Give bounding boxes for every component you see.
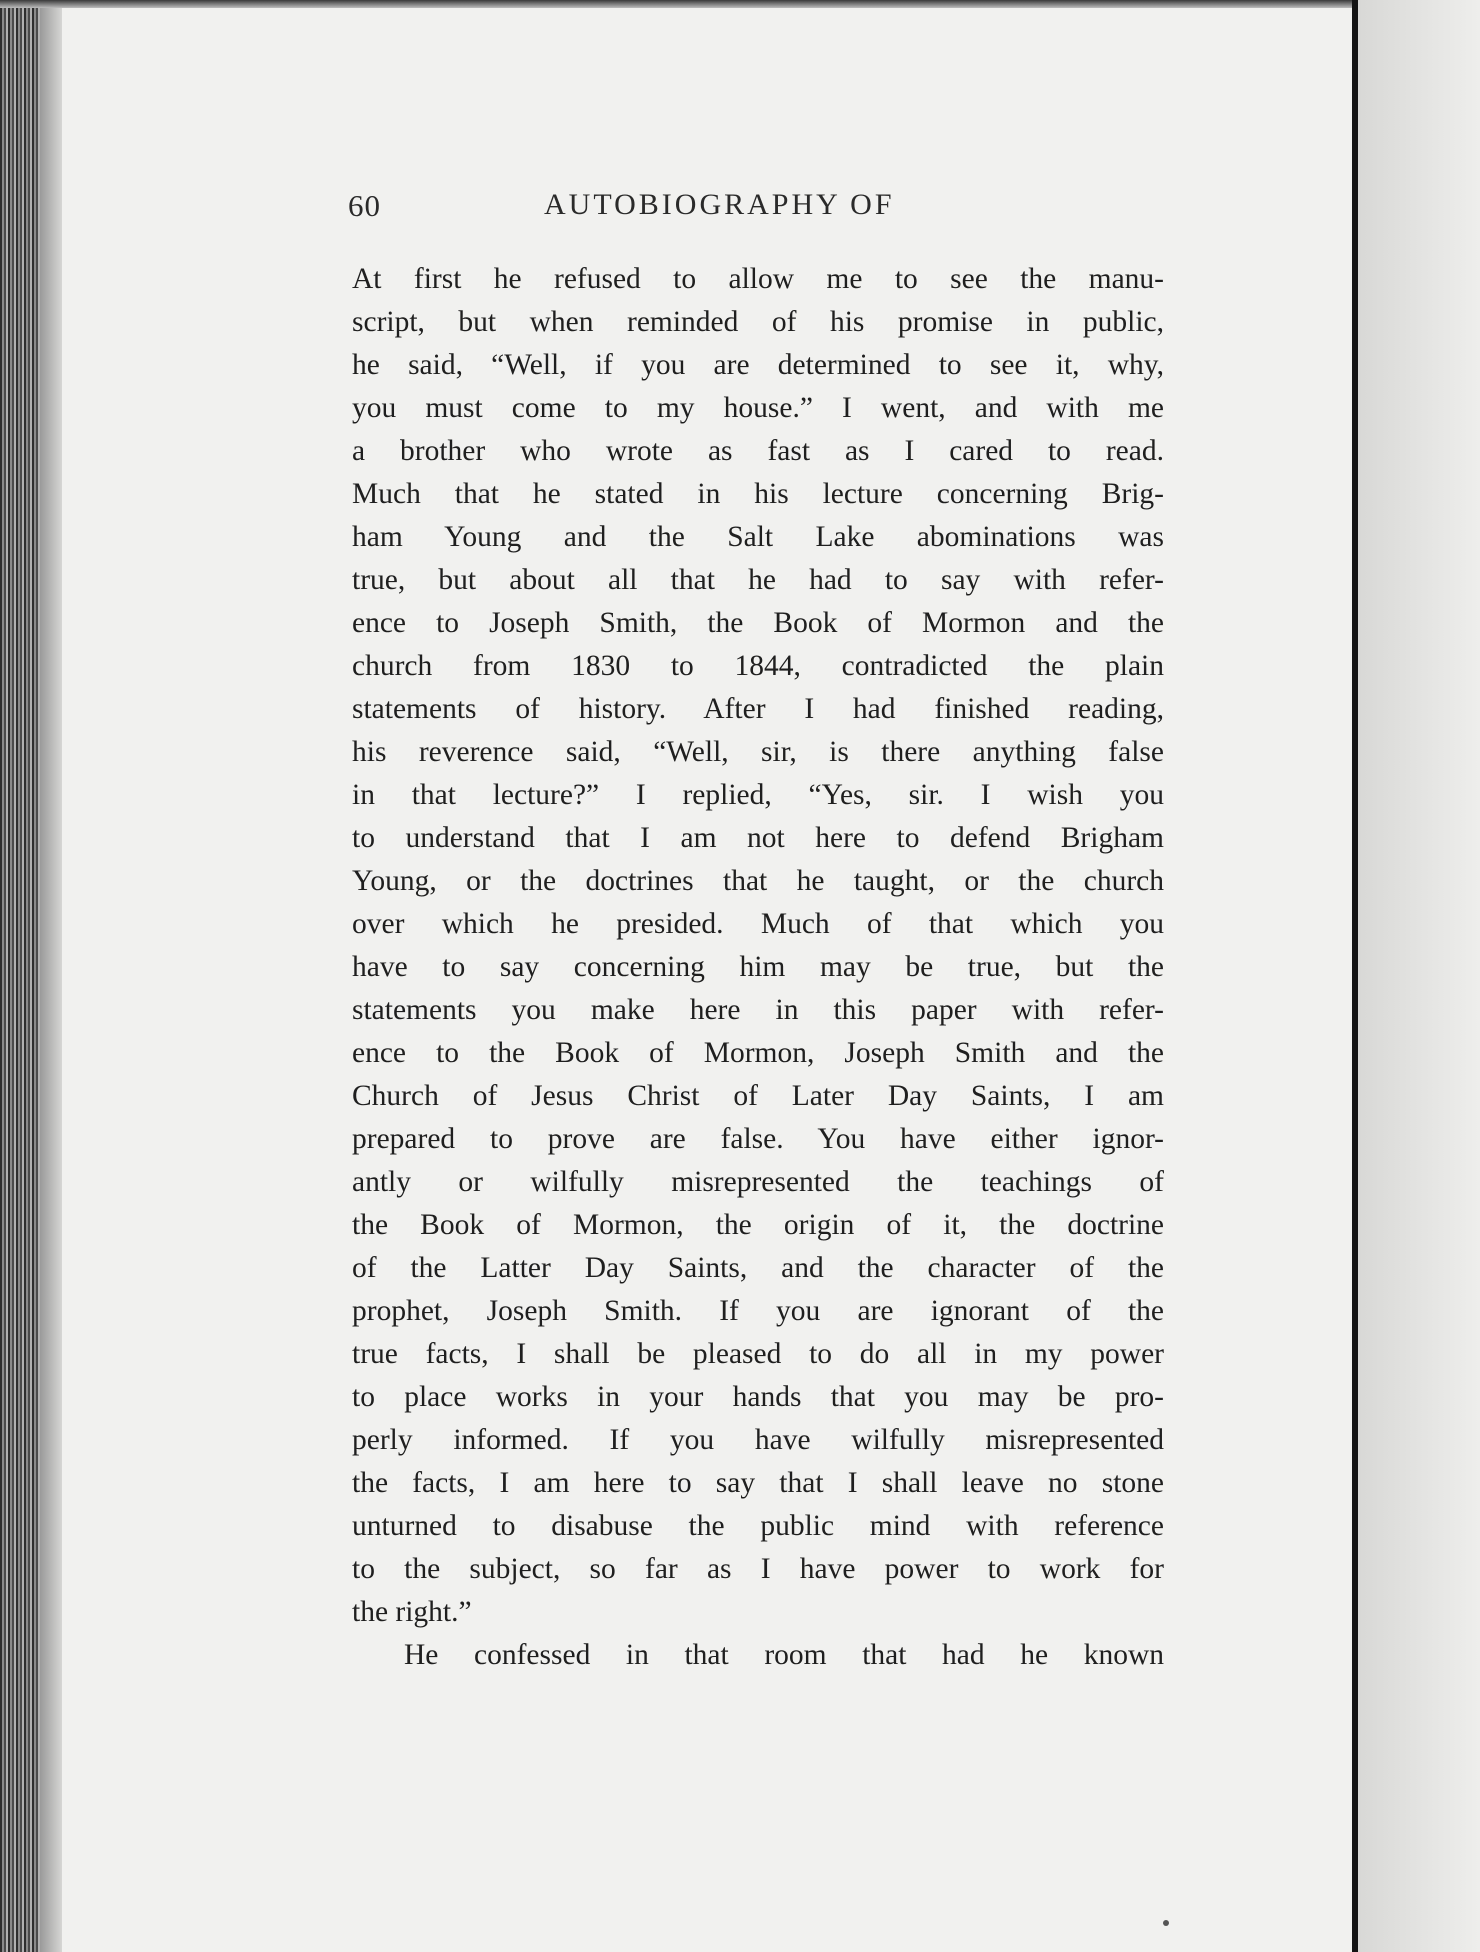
facing-page-edge xyxy=(1358,0,1480,1952)
text-line: Church of Jesus Christ of Later Day Saints, I am xyxy=(352,1080,1164,1112)
text-line: he said, “Well, if you are determined to see it, why, xyxy=(352,349,1164,381)
text-line: prophet, Joseph Smith. If you are ignorant of the xyxy=(352,1295,1164,1327)
text-line: Much that he stated in his lecture concerning Brig- xyxy=(352,478,1164,510)
text-line: the facts, I am here to say that I shall leave no stone xyxy=(352,1467,1164,1499)
text-line: ham Young and the Salt Lake abominations was xyxy=(352,521,1164,553)
text-line: At first he refused to allow me to see the manu- xyxy=(352,263,1164,295)
text-line: his reverence said, “Well, sir, is there anything false xyxy=(352,736,1164,768)
page-body-text xyxy=(352,258,1164,1677)
text-line: in that lecture?” I replied, “Yes, sir. I wish you xyxy=(352,779,1164,811)
text-line: you must come to my house.” I went, and with me xyxy=(352,392,1164,424)
text-line: the Book of Mormon, the origin of it, the doctrine xyxy=(352,1209,1164,1241)
text-line: ence to Joseph Smith, the Book of Mormon and the xyxy=(352,607,1164,639)
running-head xyxy=(348,188,1188,238)
text-line: true facts, I shall be pleased to do all in my power xyxy=(352,1338,1164,1370)
book-page-edges xyxy=(0,0,62,1952)
text-line: antly or wilfully misrepresented the teachings of xyxy=(352,1166,1164,1198)
running-head-title: AUTOBIOGRAPHY OF xyxy=(544,188,895,221)
text-line: to understand that I am not here to defend Brigham xyxy=(352,822,1164,854)
text-line: prepared to prove are false. You have either ignor- xyxy=(352,1123,1164,1155)
text-line: unturned to disabuse the public mind with reference xyxy=(352,1510,1164,1542)
text-line: to the subject, so far as I have power to work for xyxy=(352,1553,1164,1585)
top-edge-shadow xyxy=(0,0,1480,8)
scan-speck xyxy=(1163,1920,1169,1926)
text-line: over which he presided. Much of that which you xyxy=(352,908,1164,940)
text-line: Young, or the doctrines that he taught, or the church xyxy=(352,865,1164,897)
text-line: statements you make here in this paper with refer- xyxy=(352,994,1164,1026)
text-line: perly informed. If you have wilfully misrepresented xyxy=(352,1424,1164,1456)
text-line: ence to the Book of Mormon, Joseph Smith and the xyxy=(352,1037,1164,1069)
text-line: script, but when reminded of his promise in public, xyxy=(352,306,1164,338)
paragraph-end-line: the right.” xyxy=(352,1596,472,1628)
text-line: of the Latter Day Saints, and the character of the xyxy=(352,1252,1164,1284)
text-line: true, but about all that he had to say with refer- xyxy=(352,564,1164,596)
text-line: church from 1830 to 1844, contradicted the plain xyxy=(352,650,1164,682)
text-line: to place works in your hands that you may be pro- xyxy=(352,1381,1164,1413)
text-line: statements of history. After I had finished reading, xyxy=(352,693,1164,725)
text-line: have to say concerning him may be true, but the xyxy=(352,951,1164,983)
paragraph-start-line: He confessed in that room that had he known xyxy=(404,1639,1164,1671)
text-line: a brother who wrote as fast as I cared to read. xyxy=(352,435,1164,467)
page-number: 60 xyxy=(348,188,381,223)
